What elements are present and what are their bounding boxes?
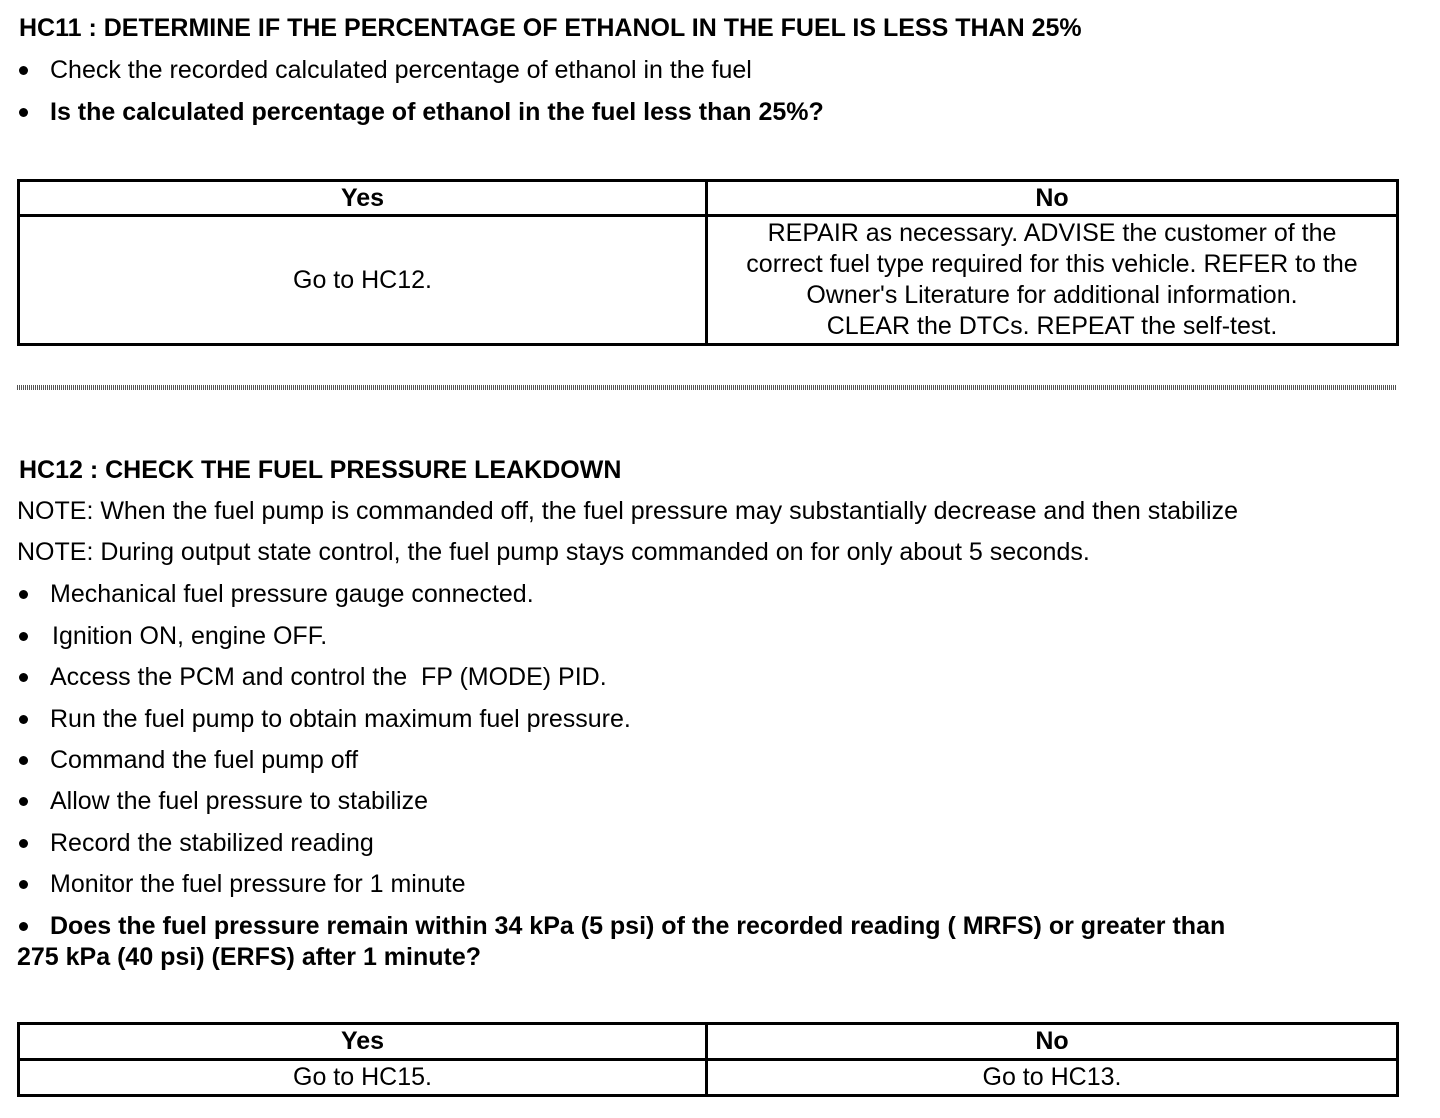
hc12-bullet-5: Command the fuel pump off [50,746,359,774]
hc11-no-line-2: correct fuel type required for this vehicle. REFER to the [746,250,1358,278]
bullet-icon [19,797,28,806]
bullet-icon [19,632,28,641]
hc12-no-cell: Go to HC13. [707,1060,1398,1096]
hc12-bullet-4: Run the fuel pump to obtain maximum fuel pressure. [50,705,631,733]
hc12-bullet-2: Ignition ON, engine OFF. [52,622,328,650]
hc12-question-line-2: 275 kPa (40 psi) (ERFS) after 1 minute? [17,943,482,971]
hc12-no-header: No [707,1024,1398,1060]
bullet-icon [19,108,28,117]
hc11-no-line-4: CLEAR the DTCs. REPEAT the self-test. [826,312,1278,340]
hc12-yes-header: Yes [19,1024,707,1060]
hc11-no-line-1: REPAIR as necessary. ADVISE the customer of the [767,219,1337,247]
bullet-icon [19,715,28,724]
bullet-icon [19,880,28,889]
bullet-icon [19,590,28,599]
hc11-no-cell [707,216,1398,345]
section-divider [17,385,1396,390]
hc11-yes-cell: Go to HC12. [19,216,707,345]
hc12-bullet-3: Access the PCM and control the FP (MODE) PID. [50,663,607,691]
hc12-bullet-1: Mechanical fuel pressure gauge connected. [50,580,534,608]
hc12-yes-cell: Go to HC15. [19,1060,707,1096]
bullet-icon [19,673,28,682]
bullet-icon [19,66,28,75]
bullet-icon [19,922,28,931]
hc11-yes-header: Yes [19,181,707,216]
hc11-no-header: No [707,181,1398,216]
hc11-yes-no-table [17,179,1399,346]
hc12-note-2: NOTE: During output state control, the fuel pump stays commanded on for only about 5 seconds. [17,538,1090,566]
bullet-icon [19,756,28,765]
hc11-bullet-1: Check the recorded calculated percentage of ethanol in the fuel [50,56,752,84]
hc12-bullet-7: Record the stabilized reading [50,829,374,857]
hc11-question: Is the calculated percentage of ethanol in the fuel less than 25%? [50,98,824,126]
hc12-note-1: NOTE: When the fuel pump is commanded off, the fuel pressure may substantially decrease and then stabilize [17,497,1239,525]
hc12-bullet-6: Allow the fuel pressure to stabilize [50,787,428,815]
hc12-question-line-1: Does the fuel pressure remain within 34 kPa (5 psi) of the recorded reading ( MRFS) or greater than [50,912,1226,940]
hc12-heading: HC12 : CHECK THE FUEL PRESSURE LEAKDOWN [19,456,622,484]
hc11-no-line-3: Owner's Literature for additional information. [806,281,1298,309]
hc12-yes-no-table [17,1022,1399,1097]
hc12-bullet-8: Monitor the fuel pressure for 1 minute [50,870,466,898]
bullet-icon [19,839,28,848]
hc11-heading: HC11 : DETERMINE IF THE PERCENTAGE OF ETHANOL IN THE FUEL IS LESS THAN 25% [19,14,1082,42]
